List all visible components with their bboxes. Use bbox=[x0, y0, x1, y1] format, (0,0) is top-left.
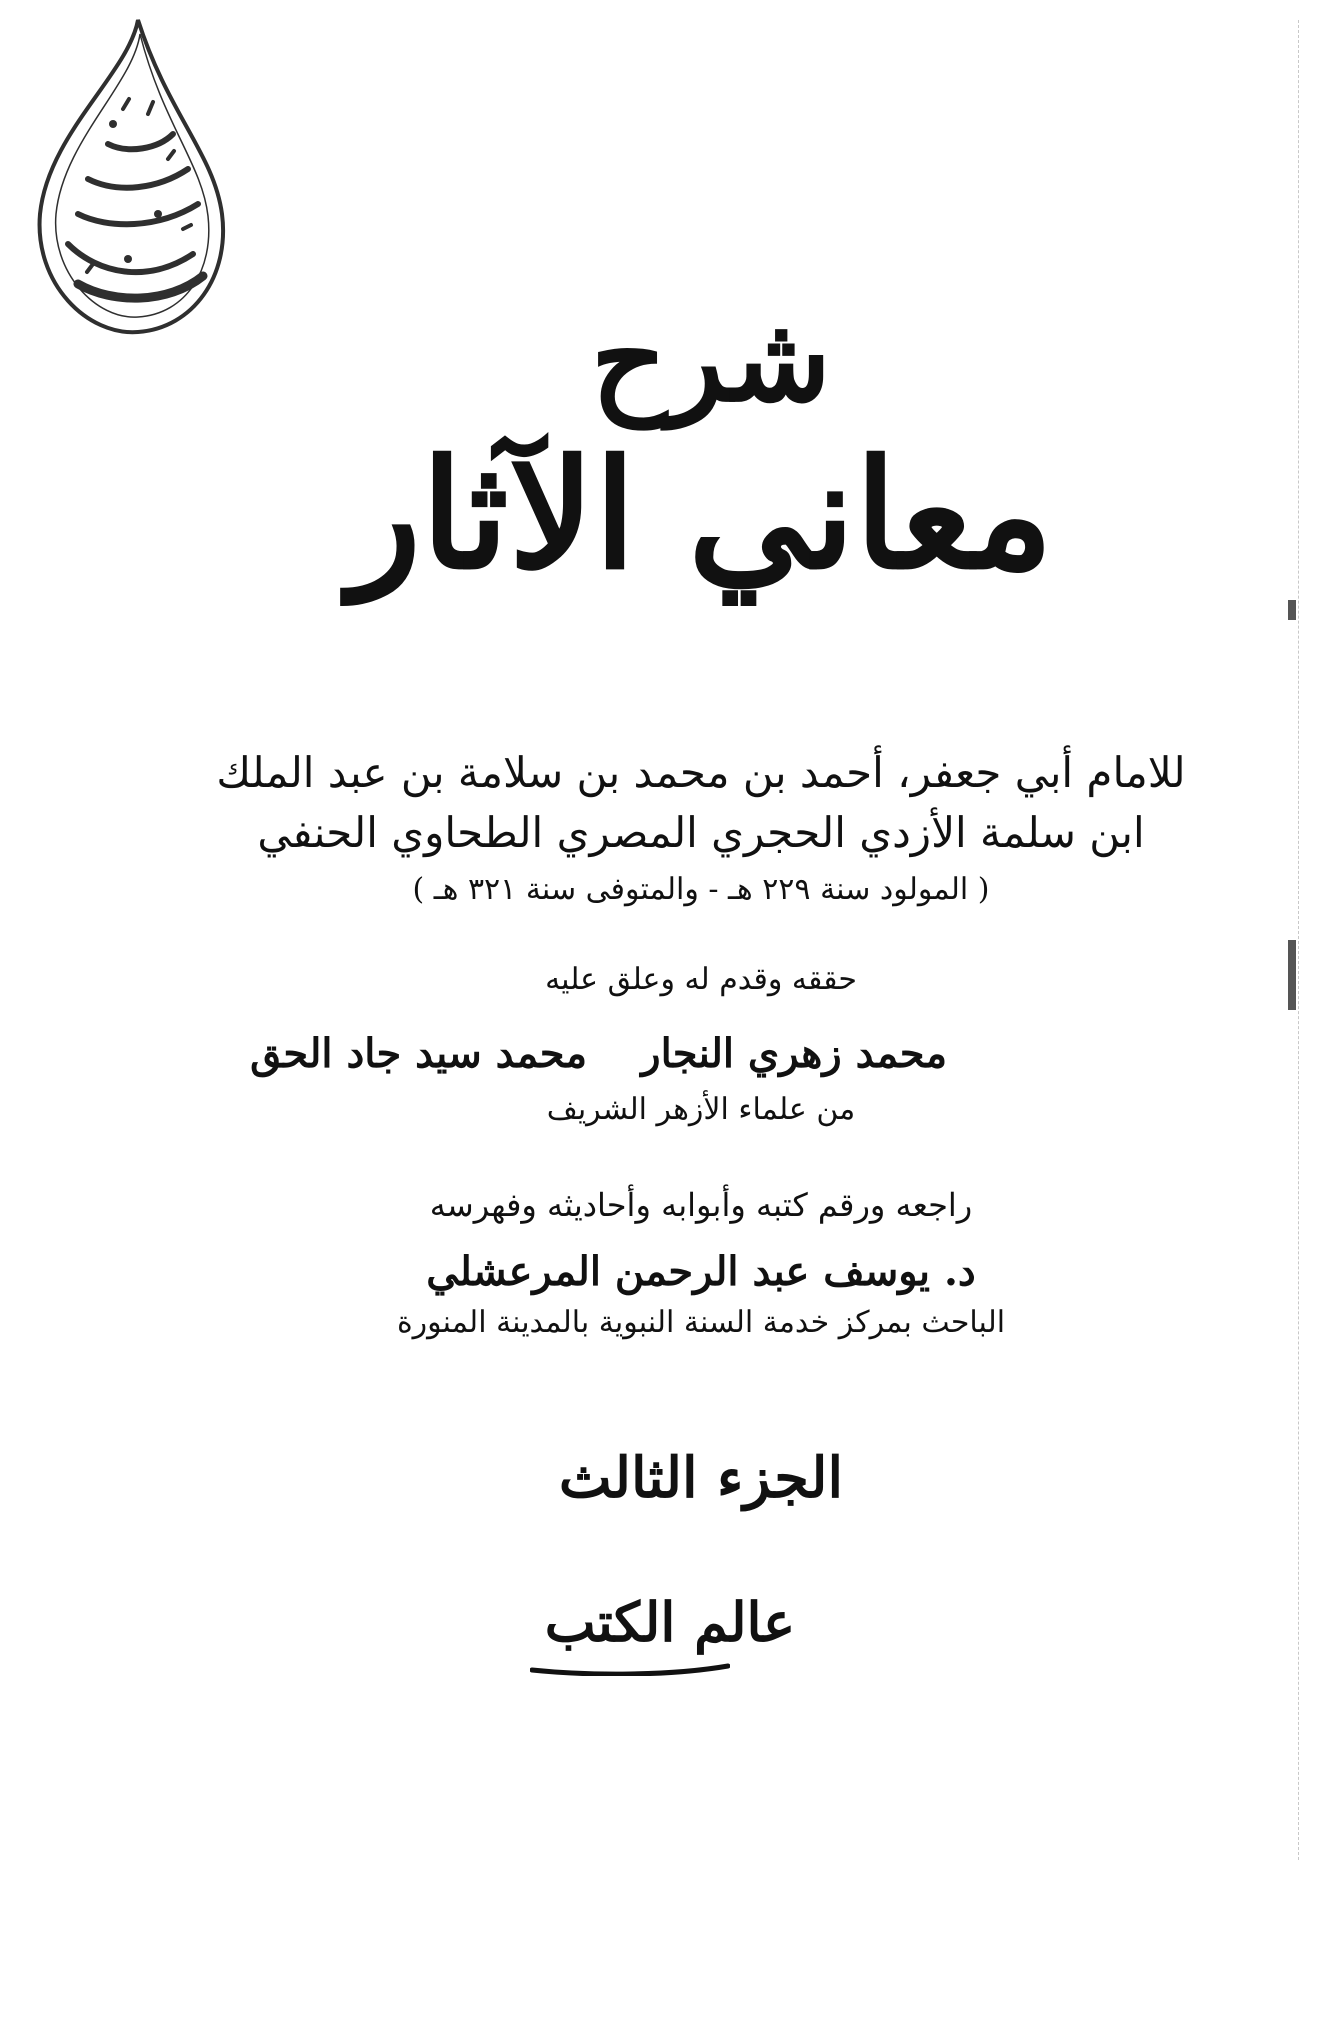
editors-names bbox=[0, 1030, 1342, 1090]
publisher-name: عالم الكتب bbox=[544, 1590, 796, 1654]
editor-name-1: محمد زهري النجار bbox=[641, 1030, 947, 1077]
author-dates: ( المولود سنة ٢٢٩ هـ - والمتوفى سنة ٣٢١ هـ ) bbox=[412, 872, 990, 907]
logo-drop-icon bbox=[18, 14, 228, 344]
reviewer-affiliation: الباحث بمركز خدمة السنة النبوية بالمدينة المنورة bbox=[396, 1305, 1006, 1340]
editors-affiliation: من علماء الأزهر الشريف bbox=[546, 1092, 856, 1127]
book-title-line-1: شرح bbox=[590, 289, 832, 428]
author-line-2: ابن سلمة الأزدي الحجري المصري الطحاوي الحنفي bbox=[257, 808, 1145, 857]
reviewer-intro: راجعه ورقم كتبه وأبوابه وأحاديثه وفهرسه bbox=[429, 1186, 973, 1224]
volume-label: الجزء الثالث bbox=[558, 1445, 844, 1511]
calligraphy-logo bbox=[18, 14, 228, 344]
publisher-block bbox=[520, 1590, 820, 1710]
publisher-swash-icon bbox=[530, 1662, 730, 1676]
reviewer-name: د. يوسف عبد الرحمن المرعشلي bbox=[426, 1248, 976, 1295]
editors-intro: حققه وقدم له وعلق عليه bbox=[545, 962, 857, 997]
editor-name-2: محمد سيد جاد الحق bbox=[250, 1030, 587, 1077]
book-title-line-2: معاني الآثار bbox=[348, 427, 1054, 603]
author-line-1: للامام أبي جعفر، أحمد بن محمد بن سلامة بن عبد الملك bbox=[216, 748, 1186, 797]
scan-edge-line bbox=[1298, 20, 1299, 1860]
scan-edge-mark bbox=[1288, 600, 1296, 620]
